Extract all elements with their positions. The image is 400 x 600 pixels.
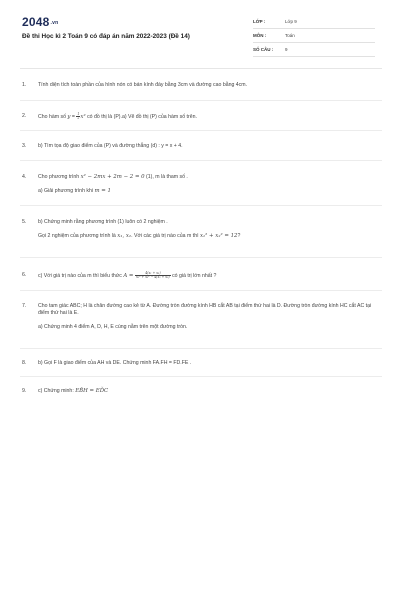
fraction-numerator: 1 (77, 112, 80, 116)
document-title: Đề thi Học kì 2 Toán 9 có đáp án năm 2022-2023 (Đề 14) (22, 33, 190, 40)
question-item (20, 377, 382, 407)
math-expr: m = 1 (94, 188, 111, 194)
question-number: 3. (22, 143, 27, 149)
text-run: Cho phương trình (38, 174, 81, 180)
meta-label: LỚP : (253, 19, 266, 24)
question-body (38, 82, 382, 100)
question-item (20, 258, 382, 291)
text-run: ? (237, 233, 241, 239)
math-expr: EB̂H = EĎC (75, 388, 109, 394)
logo-text: 2048 (22, 15, 50, 29)
question-body (38, 174, 382, 205)
text-run: a) Giải phương trình khi (38, 188, 95, 194)
question-body (38, 143, 382, 160)
question-number: 6. (22, 272, 27, 278)
fraction-numerator: 4(x₁ + x₂) (135, 272, 170, 276)
question-subpart: a) Chứng minh 4 điểm A, D, H, E cùng nằm trên một đường tròn. (38, 324, 188, 330)
question-text: b) Gọi F là giao điểm của AH và DE. Chứng minh FA.FH = FD.FE . (38, 360, 192, 366)
meta-value: Lớp 9 (285, 19, 297, 24)
question-text (38, 388, 374, 395)
meta-value: 9 (285, 47, 288, 52)
question-item (20, 101, 382, 131)
fraction-denominator: x₁² + x₂² − 4(x₁ + x₂) (136, 275, 170, 279)
text-run: . Với các giá trị nào của m thì (131, 233, 200, 239)
site-logo[interactable] (22, 15, 58, 29)
math-expr: x² − 2mx + 2m − 2 = 0 (80, 174, 145, 180)
question-item (20, 70, 382, 101)
meta-row-count (253, 43, 375, 57)
text-run: (1), m là tham số . (144, 174, 188, 180)
question-item (20, 161, 382, 206)
question-text (38, 174, 374, 181)
question-number: 9. (22, 388, 27, 394)
meta-row-subject (253, 29, 375, 43)
question-text (38, 272, 374, 280)
question-number: 5. (22, 219, 27, 225)
math-expr: x₁² + x₂² = 12 (199, 233, 238, 239)
text-run: có giá trị lớn nhất ? (170, 272, 217, 279)
question-number: 1. (22, 82, 27, 88)
math-expr: A = (123, 272, 136, 279)
question-body (38, 360, 382, 376)
text-run: có đồ thị là (P).a) Vẽ đồ thị (P) của hàm số trên. (85, 113, 197, 120)
question-item (20, 349, 382, 377)
question-item (20, 131, 382, 161)
math-var: y (67, 113, 71, 120)
math-expr: x₁, x₂ (117, 233, 132, 239)
question-body (38, 219, 382, 257)
question-list (20, 70, 382, 407)
meta-label: SỐ CÂU : (253, 47, 274, 52)
question-text: Cho tam giác ABC; H là chân đường cao kẻ từ A. Đường tròn đường kính HB cắt AB tại điểm thứ hai là D. Đường tròn đường kính HC cắt AC tại điểm thứ hai là E. (38, 303, 372, 316)
question-body (38, 272, 382, 290)
question-text: Tính diện tích toàn phần của hình nón có bán kính đáy bằng 3cm và đường cao bằng 4cm. (38, 82, 248, 88)
text-run: Gọi 2 nghiệm của phương trình là (38, 233, 118, 239)
question-number: 2. (22, 113, 27, 119)
question-text (38, 113, 374, 121)
text-run: c) Với giá trị nào của m thì biểu thức (38, 272, 124, 279)
fraction-denominator: 2 (77, 116, 80, 120)
text-run: Cho hàm số (38, 113, 68, 120)
question-item (20, 206, 382, 258)
question-subpart (38, 188, 374, 195)
meta-value: Toán (285, 33, 295, 38)
logo-tld: .vn (50, 19, 59, 26)
question-item (20, 291, 382, 349)
question-body (38, 388, 382, 407)
text-run: c) Chứng minh: (38, 388, 76, 394)
math-fraction (135, 272, 170, 279)
text-run: = (70, 113, 77, 120)
meta-row-class (253, 15, 375, 29)
question-number: 7. (22, 303, 27, 309)
question-text: b) Tìm tọa độ giao điểm của (P) và đường thẳng (d) : y = x + 4. (38, 143, 183, 149)
question-body (38, 113, 382, 130)
meta-label: MÔN : (253, 33, 267, 38)
header-divider (20, 68, 382, 69)
exam-meta-table (253, 15, 375, 57)
question-body (38, 303, 382, 348)
math-expr: x² (80, 113, 86, 120)
question-text: b) Chứng minh rằng phương trình (1) luôn có 2 nghiệm . (38, 219, 168, 225)
question-subpart (38, 233, 374, 240)
question-number: 8. (22, 360, 27, 366)
question-number: 4. (22, 174, 27, 180)
